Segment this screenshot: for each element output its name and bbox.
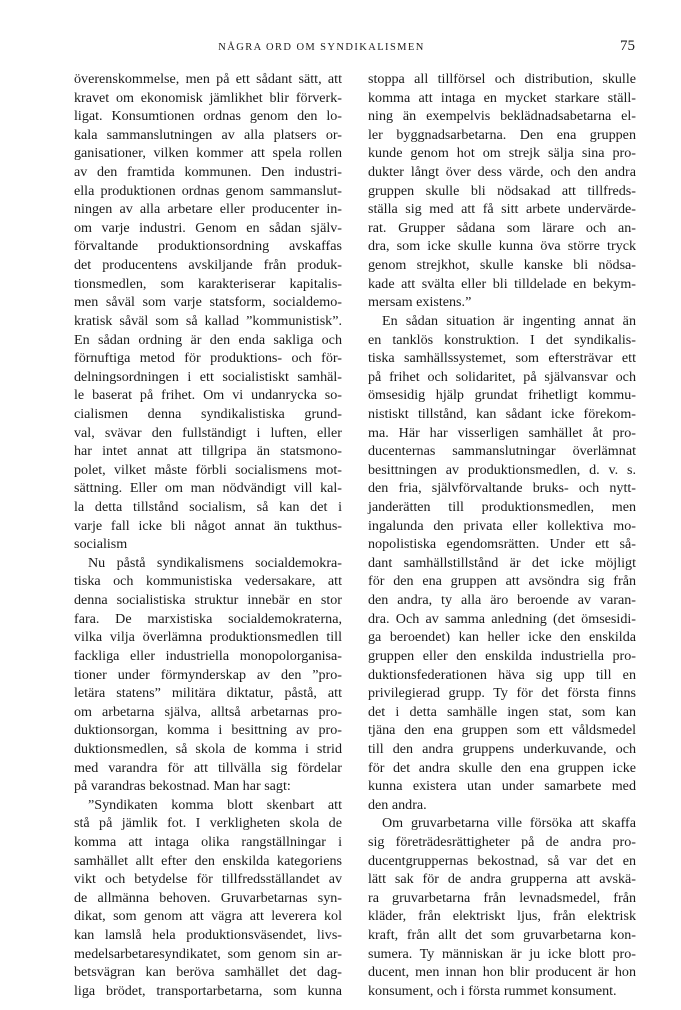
text-line: tioner under förmynderskap av den ”pro- bbox=[74, 666, 342, 683]
text-line: kraft, från allt det som gruvarbetarna kon- bbox=[368, 927, 636, 944]
text-line: ”Syndikaten komma blott skenbart att bbox=[88, 796, 342, 813]
text-line: janderätten till produktionsmedlen, men bbox=[368, 499, 636, 516]
text-line: för det andra skulle den ena gruppen icke bbox=[368, 759, 636, 776]
text-line: En sådan situation är ingenting annat än bbox=[382, 312, 636, 329]
text-line: förvaltande produktionsordning avskaffas bbox=[74, 238, 342, 255]
text-line: en tanklös konstruktion. I det syndikalis- bbox=[368, 331, 636, 348]
text-line: det producentens avskiljande från produk- bbox=[74, 257, 342, 274]
text-line: ligat. Konsumtionen ordnas genom den lo- bbox=[74, 108, 342, 125]
text-line: polet, vilket måste förbli socialismens mot- bbox=[74, 461, 342, 478]
text-line: besittningen av produktionsmedlen, d. v. s. bbox=[368, 461, 636, 478]
text-line: gruppen eller den enskilda industriella pro- bbox=[368, 647, 636, 664]
text-line: tiska samhällssystemet, som eftersträvar ett bbox=[368, 350, 636, 367]
text-line: ningen av alla arbetare eller producenter in- bbox=[74, 201, 342, 218]
text-line: cialismen denna syndikalistiska grund- bbox=[74, 405, 342, 422]
text-line: kläder, från elektriskt ljus, från elektrisk bbox=[368, 908, 636, 925]
text-line: dikat, som genom att vägra att leverera kol bbox=[74, 908, 342, 925]
text-line: kunde genom hot om strejk sälja sina pro- bbox=[368, 145, 636, 162]
text-line: för den ena gruppen att avsöndra sig från bbox=[368, 573, 636, 590]
text-line: överenskommelse, men på ett sådant sätt, att bbox=[74, 71, 342, 87]
page-header bbox=[8, 38, 635, 58]
text-line: sumera. Ty människan är ju icke blott pro- bbox=[368, 945, 636, 962]
text-line: vikt och betydelse för tillfredsställandet av bbox=[74, 871, 342, 888]
text-line: duktionsfederationen häva sig upp till en bbox=[368, 666, 636, 683]
text-line: de allmänna behoven. Gruvarbetarnas syn- bbox=[74, 889, 342, 906]
text-line: vilka vilja överlämna produktionsmedlen till bbox=[74, 629, 342, 646]
text-line: gruppen skulle bli nödsakad att tillfreds- bbox=[368, 182, 636, 199]
text-line: dukter långt över dess värde, och den andra bbox=[368, 164, 636, 181]
text-line: dra. Och av samma anledning (det ömsesidi- bbox=[368, 610, 636, 627]
text-line: mersam existens.” bbox=[368, 294, 472, 311]
text-line: lätt sak för de andra grupperna att avskä- bbox=[368, 871, 636, 888]
text-line: ganisationer, vilken kommer att spela rollen bbox=[74, 145, 342, 162]
text-line: kratisk såväl som så kallad ”kommunistisk”. bbox=[74, 312, 342, 329]
text-line: ömsesidig hjälp grundat frihetligt kommu- bbox=[368, 387, 636, 404]
text-line: ducenternas sammanslutningar överlämnat bbox=[368, 443, 636, 460]
text-line: ducent, men innan hon blir producent är hon bbox=[368, 964, 636, 981]
text-line: ning än exempelvis beklädnadsabetarna el- bbox=[368, 108, 636, 125]
text-line: rat. Grupper sådana som lärare och an- bbox=[368, 219, 636, 236]
text-line: socialism bbox=[74, 536, 128, 553]
text-line: kade att svälta eller bli tilldelade en bekym- bbox=[368, 275, 636, 292]
text-line: liga brödet, transportarbetarna, som kunna bbox=[74, 982, 342, 999]
text-line: duktionsorgan, komma i besittning av pro- bbox=[74, 722, 342, 739]
text-line: ga beroendet) kan heller icke den enskilda bbox=[368, 629, 636, 646]
text-line: denna socialistiska struktur innebär en stor bbox=[74, 592, 342, 609]
text-line: ma. Här har visserligen samhället åt pro- bbox=[368, 424, 636, 441]
text-line: Om gruvarbetarna ville försöka att skaffa bbox=[382, 815, 636, 832]
page-number: 75 bbox=[620, 38, 635, 54]
text-line: betsvägran kan beröva samhället det dag- bbox=[74, 964, 342, 981]
text-line: le baserat på frihet. Om vi undanrycka so- bbox=[74, 387, 342, 404]
text-line: stå på jämlik fot. I verkligheten skola de bbox=[74, 815, 342, 832]
text-line: fara. De marxistiska socialdemokraterna, bbox=[74, 610, 342, 627]
text-line: har intet annat att tillgripa än statsmono- bbox=[74, 443, 342, 460]
text-line: samhället allt efter den enskilda kategoriens bbox=[74, 852, 342, 869]
text-line: la detta tillstånd socialism, så kan det i bbox=[74, 499, 342, 516]
text-line: duktionsmedlen, så skola de komma i strid bbox=[74, 740, 342, 757]
text-line: kala sammanslutningen av alla platsers or- bbox=[74, 126, 342, 143]
text-line: nistiskt tillstånd, kan sådant icke förekom- bbox=[368, 405, 636, 422]
text-line: på frihet och solidaritet, på självansvar och bbox=[368, 368, 636, 385]
text-line: stoppa all tillförsel och distribution, skulle bbox=[368, 71, 636, 87]
text-line: ducentgruppernas bekostnad, så var det en bbox=[368, 852, 636, 869]
text-line: ler byggnadsarbetarna. Den ena gruppen bbox=[368, 126, 636, 143]
text-line: nopolistiska egendomsrätten. Under ett så- bbox=[368, 536, 636, 553]
text-line: förnuftiga metod för produktions- och för- bbox=[74, 350, 342, 367]
text-line: men såväl som varje statsform, socialdemo- bbox=[74, 294, 342, 311]
running-head: NÅGRA ORD OM SYNDIKALISMEN bbox=[218, 42, 425, 53]
text-line: med varandra för att tillvälla sig fördelar bbox=[74, 759, 342, 776]
text-line: tionsmedlen, som karakteriserar kapitalis- bbox=[74, 275, 342, 292]
text-line: letära statens” militära diktatur, påstå, att bbox=[74, 685, 342, 702]
text-line: Nu påstå syndikalismens socialdemokra- bbox=[88, 554, 342, 571]
text-line: ställa sig med att få sitt arbete undervärde- bbox=[368, 201, 636, 218]
text-line: dant samhällstillstånd är det icke möjligt bbox=[368, 554, 636, 571]
text-line: konsument, och i första rummet konsument. bbox=[368, 982, 617, 999]
text-line: den fria, självförvaltande bruks- och nytt- bbox=[368, 480, 636, 497]
text-line: tiska och kommunistiska vedersakare, att bbox=[74, 573, 342, 590]
text-columns bbox=[74, 70, 638, 999]
text-line: val, svävar den fullständigt i luften, eller bbox=[74, 424, 342, 441]
text-line: varje fall icke bli något annat än tukthus- bbox=[74, 517, 342, 534]
text-line: till den andra gruppens underkuvande, och bbox=[368, 740, 636, 757]
text-line: av den framtida kommunen. Den industri- bbox=[74, 164, 342, 181]
text-line: delningsordningen i ett socialistiskt samhäl- bbox=[74, 368, 342, 385]
left-column bbox=[74, 70, 342, 1000]
text-line: fackliga eller industriella monopolorganisa- bbox=[74, 647, 342, 664]
text-line: genom strejkhot, skulle kanske bli nödsa- bbox=[368, 257, 636, 274]
text-line: om varje industri. Genom en sådan själv- bbox=[74, 219, 342, 236]
text-line: den andra, ty alla äro beroende av varan- bbox=[368, 592, 636, 609]
text-line: det i detta samhälle ingen stat, som kan bbox=[368, 703, 636, 720]
text-line: den andra. bbox=[368, 796, 427, 813]
text-line: dra, som icke skulle kunna öva större tryck bbox=[368, 238, 636, 255]
text-line: sig företrädesrättigheter på de andra pro- bbox=[368, 833, 636, 850]
text-line: kravet om ekonomisk jämlikhet blir förverk- bbox=[74, 89, 342, 106]
text-line: komma att intaga en mycket starkare ställ- bbox=[368, 89, 636, 106]
text-line: En sådan ordning är den enda sakliga och bbox=[74, 331, 342, 348]
text-line: ra gruvarbetarna från levnadsmedel, från bbox=[368, 889, 636, 906]
text-line: om arbetarna själva, alltså arbetarnas pro- bbox=[74, 703, 342, 720]
text-line: medelsarbetaresyndikatet, som genom sin ar- bbox=[74, 945, 342, 962]
text-line: tjäna den ena gruppen som ett våldsmedel bbox=[368, 722, 636, 739]
text-line: på varandras bekostnad. Man har sagt: bbox=[74, 778, 291, 795]
text-line: ella produktionen ordnas genom sammanslut- bbox=[74, 182, 342, 199]
text-line: sättning. Eller om man nödvändigt vill kal- bbox=[74, 480, 342, 497]
text-line: privilegierad grupp. Ty för det första finns bbox=[368, 685, 636, 702]
text-line: kunna existera utan under samarbete med bbox=[368, 778, 636, 795]
text-line: ingalunda den privata eller kollektiva mo- bbox=[368, 517, 636, 534]
text-line: komma att intaga olika rangställningar i bbox=[74, 833, 342, 850]
text-line: kan lamslå hela produktionsväsendet, livs- bbox=[74, 927, 342, 944]
right-column bbox=[368, 70, 636, 1000]
